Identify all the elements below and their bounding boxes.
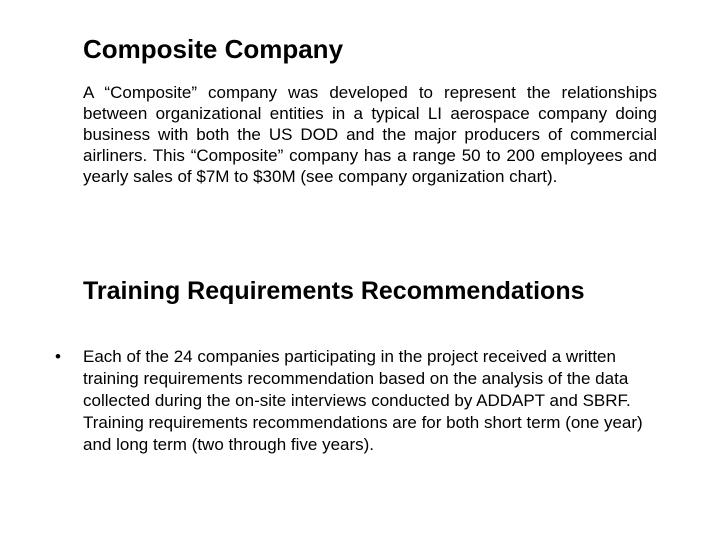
- page-title: Composite Company: [83, 34, 344, 64]
- bullet-icon: •: [55, 347, 61, 366]
- section-title: Training Requirements Recommendations: [83, 277, 585, 305]
- bullet-list: [55, 346, 655, 456]
- bullet-text: Each of the 24 companies participating in the project received a written training requirements recommendation based on the analysis of the data collected during the on-site interviews conducted by ADDAPT and SBRF. Training requirements recommendations are for both short term (one year) and long term (two through five years).: [83, 347, 643, 454]
- intro-paragraph: A “Composite” company was developed to represent the relationships between organizational entities in a typical LI aerospace company doing business with both the US DOD and the major producers of commercial airliners. This “Composite” company has a range 50 to 200 employees and yearly sales of $7M to $30M (see company organization chart).: [83, 83, 657, 186]
- list-item: [55, 346, 655, 456]
